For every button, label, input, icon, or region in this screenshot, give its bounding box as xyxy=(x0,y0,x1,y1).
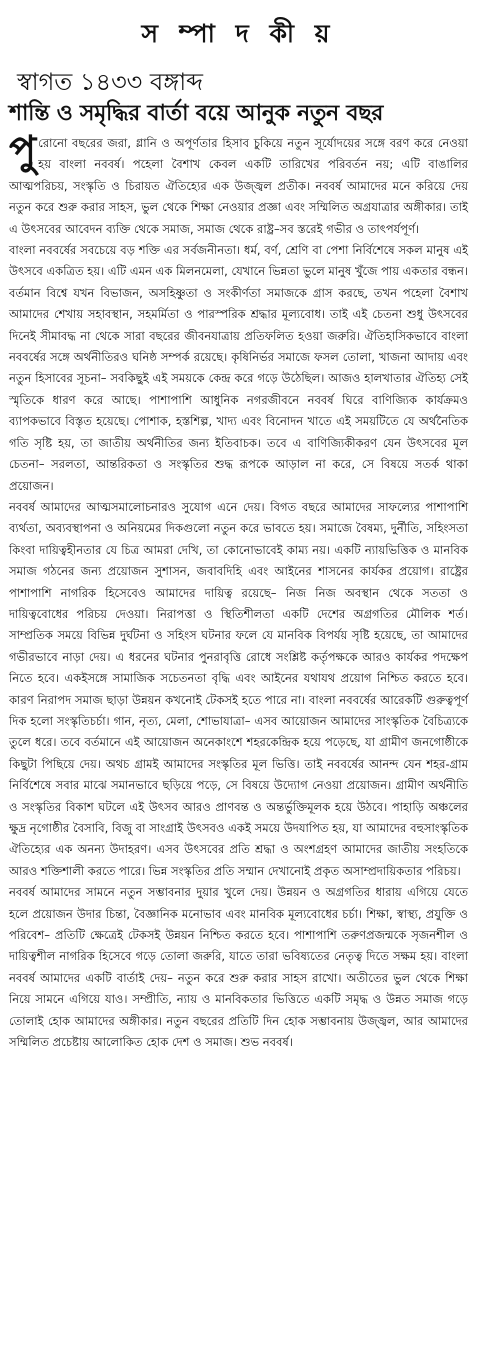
article-body xyxy=(9,127,468,1053)
paragraph-4: নববর্ষ আমাদের সামনে নতুন সম্ভাবনার দুয়ার খুলে দেয়। উন্নয়ন ও অগ্রগতির ধারায় এগিয়ে যেতে হলে প্রয়োজন উদার চিন্তা, বৈজ্ঞানিক মনোভাব এবং মানবিক মূল্যবোধের চর্চা। শিক্ষা, স্বাস্থ্য, প্রযুক্তি ও পরিবেশ– প্রতিটি ক্ষেত্রেই টেকসই উন্নয়ন নিশ্চিত করতে হবে। পাশাপাশি তরুণপ্রজন্মকে সৃজনশীল ও দায়িত্বশীল নাগরিক হিসেবে গড়ে তোলা জরুরি, যাতে তারা ভবিষ্যতের নেতৃত্ব দিতে সক্ষম হয়। বাংলা নববর্ষ আমাদের একটি বার্তাই দেয়– নতুন করে শুরু করার সাহস রাখো। অতীতের ভুল থেকে শিক্ষা নিয়ে সামনে এগিয়ে যাও। সম্প্রীতি, ন্যায় ও মানবিকতার ভিত্তিতে একটি সমৃদ্ধ ও উন্নত সমাজ গড়ে তোলাই হোক আমাদের অঙ্গীকার। নতুন বছরের প্রতিটি দিন হোক সম্ভাবনায় উজ্জ্বল, আর আমাদের সম্মিলিত প্রচেষ্টায় আলোকিত হোক দেশ ও সমাজ। শুভ নববর্ষ। xyxy=(9,885,468,1050)
drop-cap: পু xyxy=(9,127,37,174)
paragraph-1 xyxy=(9,127,468,240)
subheadline: শান্তি ও সমৃদ্ধির বার্তা বয়ে আনুক নতুন বছর xyxy=(9,101,384,126)
paragraph-1-text: রোনো বছরের জরা, গ্লানি ও অপূর্ণতার হিসাব চুকিয়ে নতুন সূর্যোদয়ের সঙ্গে বরণ করে নেওয়া হয় বাংলা নববর্ষ। পহেলা বৈশাখ কেবল একটি তারিখের পরিবর্তন নয়; এটি বাঙালির আত্মপরিচয়, সংস্কৃতি ও চিরায়ত ঐতিহ্যের এক উজ্জ্বল প্রতীক। নববর্ষ আমাদের মনে করিয়ে দেয় নতুন করে শুরু করার সাহস, ভুল থেকে শিক্ষা নেওয়ার প্রজ্ঞা এবং সম্মিলিত অগ্রযাত্রার অঙ্গীকার। তাই এ উৎসবের আবেদন ব্যক্তি থেকে সমাজ, সমাজ থেকে রাষ্ট্র–সব স্তরেই গভীর ও তাৎপর্যপূর্ণ। xyxy=(9,136,468,236)
headline: স্বাগত ১৪৩৩ বঙ্গাব্দ xyxy=(17,68,204,96)
section-label: স ম্পা দ কী য় xyxy=(141,19,336,48)
paragraph-2: বাংলা নববর্ষের সবচেয়ে বড় শক্তি এর সর্বজনীনতা। ধর্ম, বর্ণ, শ্রেণি বা পেশা নির্বিশেষে সকল মানুষ এই উৎসবে একত্রিত হয়। এটি এমন এক মিলনমেলা, যেখানে ভিন্নতা ভুলে মানুষ খুঁজে পায় একতার বন্ধন। বর্তমান বিশ্বে যখন বিভাজন, অসহিষ্ণুতা ও সংকীর্ণতা সমাজকে গ্রাস করছে, তখন পহেলা বৈশাখ আমাদের শেখায় সহাবস্থান, সহমর্মিতা ও পারস্পরিক শ্রদ্ধার মূল্যবোধ। তাই এই চেতনা শুধু উৎসবের দিনেই সীমাবদ্ধ না থেকে সারা বছরের জীবনযাত্রায় প্রতিফলিত হওয়া জরুরি। ঐতিহাসিকভাবে বাংলা নববর্ষের সঙ্গে অর্থনীতিরও ঘনিষ্ঠ সম্পর্ক রয়েছে। কৃষিনির্ভর সমাজে ফসল তোলা, খাজনা আদায় এবং নতুন হিসাবের সূচনা– সবকিছুই এই সময়কে কেন্দ্র করে গড়ে উঠেছিল। আজও হালখাতার ঐতিহ্য সেই স্মৃতিকে ধারণ করে আছে। পাশাপাশি আধুনিক নগরজীবনে নববর্ষ ঘিরে বাণিজ্যিক কার্যক্রমও ব্যাপকভাবে বিস্তৃত হয়েছে। পোশাক, হস্তশিল্প, খাদ্য এবং বিনোদন খাতে এই সময়টিতে যে অর্থনৈতিক গতি সৃষ্টি হয়, তা জাতীয় অর্থনীতির জন্য ইতিবাচক। তবে এ বাণিজ্যিকীকরণ যেন উৎসবের মূল চেতনা– সরলতা, আন্তরিকতা ও সংস্কৃতির শুদ্ধ রূপকে আড়াল না করে, সে বিষয়ে সতর্ক থাকা প্রয়োজন। xyxy=(9,243,468,493)
paragraph-3: নববর্ষ আমাদের আত্মসমালোচনারও সুযোগ এনে দেয়। বিগত বছরে আমাদের সাফল্যের পাশাপাশি ব্যর্থতা, অব্যবস্থাপনা ও অনিয়মের দিকগুলো নতুন করে ভাবতে হয়। সমাজে বৈষম্য, দুর্নীতি, সহিংসতা কিংবা দায়িত্বহীনতার যে চিত্র আমরা দেখি, তা কোনোভাবেই কাম্য নয়। একটি ন্যায়ভিত্তিক ও মানবিক সমাজ গঠনের জন্য প্রয়োজন সুশাসন, জবাবদিহি এবং আইনের শাসনের কার্যকর প্রয়োগ। রাষ্ট্রের পাশাপাশি নাগরিক হিসেবেও আমাদের দায়িত্ব রয়েছে– নিজ নিজ অবস্থান থেকে সততা ও দায়িত্ববোধের পরিচয় দেওয়া। নিরাপত্তা ও স্থিতিশীলতা একটি দেশের অগ্রগতির মৌলিক শর্ত। সাম্প্রতিক সময়ে বিভিন্ন দুর্ঘটনা ও সহিংস ঘটনার ফলে যে মানবিক বিপর্যয় সৃষ্টি হয়েছে, তা আমাদের গভীরভাবে নাড়া দেয়। এ ধরনের ঘটনার পুনরাবৃত্তি রোধে সংশ্লিষ্ট কর্তৃপক্ষকে আরও কার্যকর পদক্ষেপ নিতে হবে। একইসঙ্গে সামাজিক সচেতনতা বৃদ্ধি এবং আইনের যথাযথ প্রয়োগ নিশ্চিত করতে হবে। কারণ নিরাপদ সমাজ ছাড়া উন্নয়ন কখনোই টেকসই হতে পারে না। বাংলা নববর্ষের আরেকটি গুরুত্বপূর্ণ দিক হলো সংস্কৃতিচর্চা। গান, নৃত্য, মেলা, শোভাযাত্রা– এসব আয়োজন আমাদের সাংস্কৃতিক বৈচিত্র্যকে তুলে ধরে। তবে বর্তমানে এই আয়োজন অনেকাংশে শহরকেন্দ্রিক হয়ে পড়েছে, যা গ্রামীণ জনগোষ্ঠীকে কিছুটা পিছিয়ে দেয়। অথচ গ্রামই আমাদের সংস্কৃতির মূল ভিত্তি। তাই নববর্ষের আনন্দ যেন শহর-গ্রাম নির্বিশেষে সবার মাঝে সমানভাবে ছড়িয়ে পড়ে, সে বিষয়ে উদ্যোগ নেওয়া প্রয়োজন। গ্রামীণ অর্থনীতি ও সংস্কৃতির বিকাশ ঘটলে এই উৎসব আরও প্রাণবন্ত ও অন্তর্ভুক্তিমূলক হয়ে উঠবে। পাহাড়ি অঞ্চলের ক্ষুদ্র নৃগোষ্ঠীর বৈসাবি, বিজু বা সাংগ্রাই উৎসবও একই সময়ে উদযাপিত হয়, যা আমাদের বহুসাংস্কৃতিক ঐতিহ্যের এক অনন্য উদাহরণ। এসব উৎসবের প্রতি শ্রদ্ধা ও অংশগ্রহণ আমাদের জাতীয় সংহতিকে আরও শক্তিশালী করতে পারে। ভিন্ন সংস্কৃতির প্রতি সম্মান দেখানোই প্রকৃত অসাম্প্রদায়িকতার পরিচয়। xyxy=(9,499,468,878)
